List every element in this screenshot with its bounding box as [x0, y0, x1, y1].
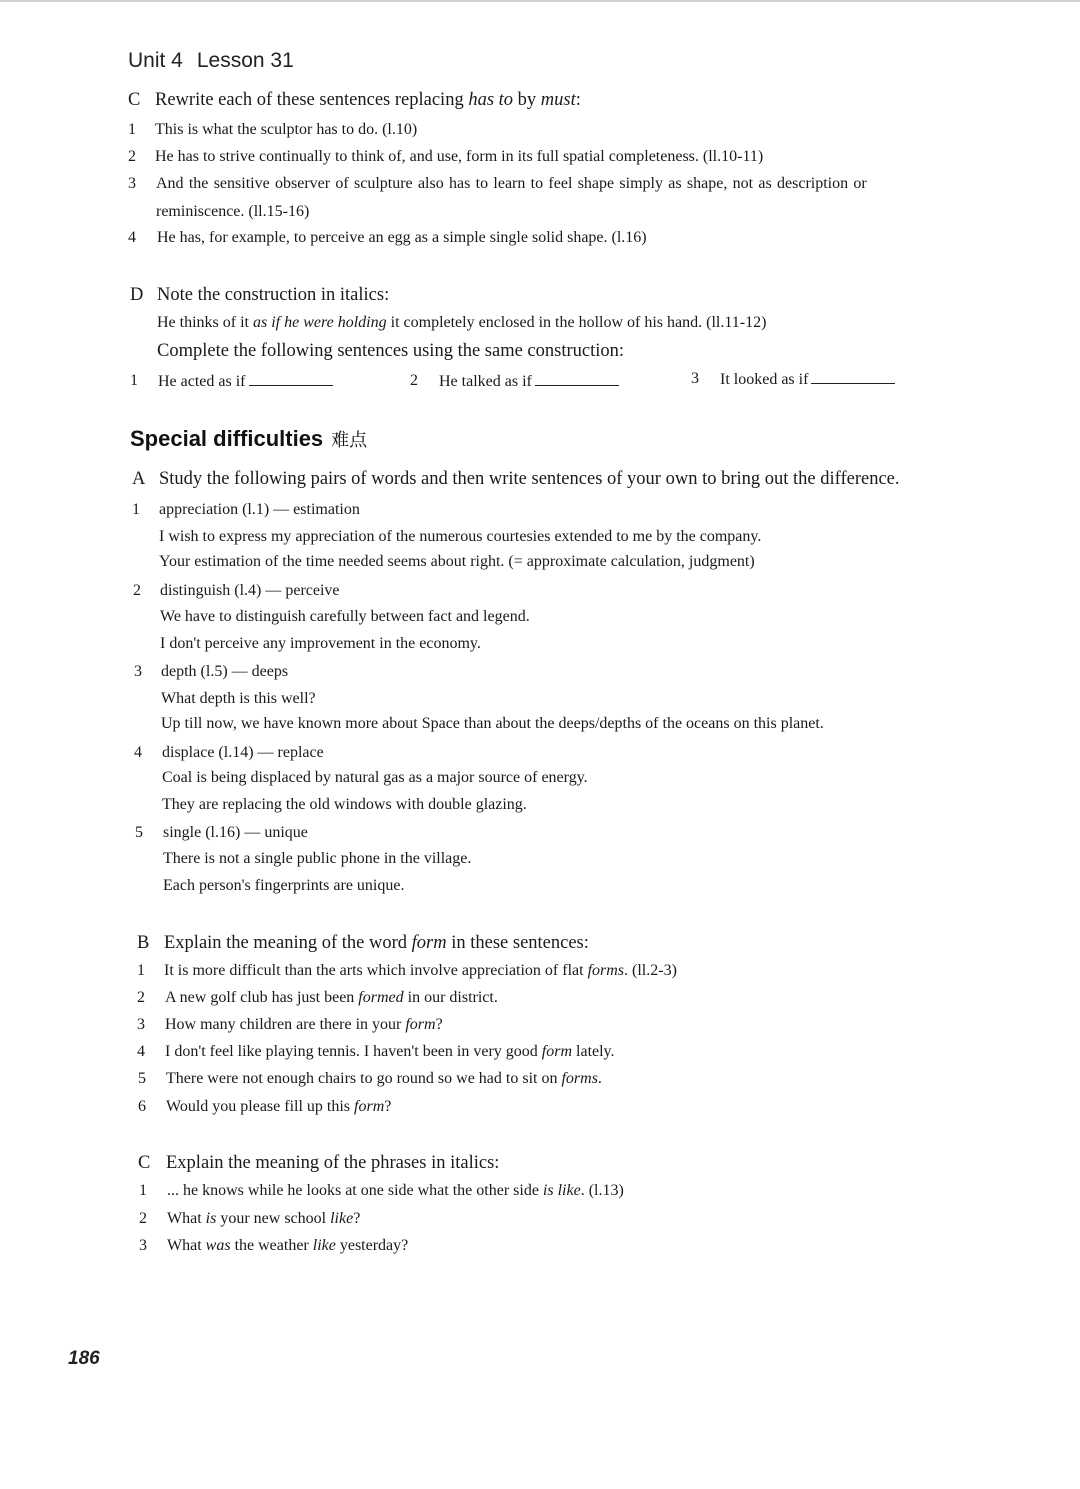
lesson-label: Lesson 31: [196, 49, 294, 72]
example-sentence: What depth is this well?: [161, 690, 316, 707]
exercise-d-example: He thinks of it as if he were holding it completely enclosed in the hollow of his hand. (ll.11-12): [157, 314, 767, 331]
example-sentence: There is not a single public phone in the village.: [163, 850, 472, 867]
exercise-c-item-continued: reminiscence. (ll.15-16): [156, 203, 310, 220]
example-sentence: Your estimation of the time needed seems about right. (= approximate calculation, judgment): [159, 553, 755, 570]
unit-label: Unit 4: [128, 49, 183, 72]
answer-blank[interactable]: [535, 371, 619, 386]
answer-blank[interactable]: [249, 371, 333, 386]
exercise-d-instruction2: Complete the following sentences using the same construction:: [157, 341, 625, 361]
example-sentence: We have to distinguish carefully between fact and legend.: [160, 608, 530, 625]
example-sentence: I wish to express my appreciation of the numerous courtesies extended to me by the company.: [159, 528, 762, 545]
example-sentence: Up till now, we have known more about Space than about the deeps/depths of the oceans on this planet.: [161, 715, 824, 732]
page-number: 186: [68, 1348, 100, 1369]
answer-blank[interactable]: [811, 369, 895, 384]
example-sentence: Coal is being displaced by natural gas as a major source of energy.: [162, 769, 588, 786]
example-sentence: They are replacing the old windows with double glazing.: [162, 796, 527, 813]
textbook-page: Unit 4 Lesson 31 C Rewrite each of these sentences replacing has to by must: 1 This is what the sculptor has to do. (l.10) 2 He has to strive continually to think of, and use, form in its full spatial completeness. (ll.10-11) 3 And the sensitive observer of sculpture also has to learn to feel shape simply as shape, not as description or reminiscence. (ll.15-16) 4 He has, for example, to perceive an egg as a simple single solid shape. (l.16) D Note the construction in italics: He thinks of it as if he were holding it completely enclosed in the hollow of his hand. (ll.11-12) Complete the following sentences using the same construction: 1 He acted as if 2 He talked as if 3 It looked as if Special difficulties 难点 A Study the following pairs of words and then write sentences of your own to bring out the difference. 1 appreciation (l.1) — estimation I wish to express my appreciation of the numerous courtesies extended to me by the company. Your estimation of the time needed seems about right. (= approximate calculation, judgment) 2 distinguish (l.4) — perceive We have to distinguish carefully between fact and legend. I don't perceive any improvement in the economy. 3 depth (l.5) — deeps What depth is this well? Up till now, we have known more about Space than about the deeps/depths of the oceans on this planet. 4 displace (l.14) — replace Coal is being displaced by natural gas as a major source of energy. They are replacing the old windows with double glazing. 5 single (l.16) — unique There is not a single public phone in the village. Each person's fingerprints are unique. B Explain the meaning of the word form in these sentences: 1 It is more difficult than the arts which involve appreciation of flat forms. (ll.2-3) 2 A new golf club has just been formed in our district. 3 How many children are there in your form? 4 I don't feel like playing tennis. I haven't been in very good form lately. 5 There were not enough chairs to go round so we had to sit on forms. 6 Would you please fill up this form? C Explain the meaning of the phrases in italics: 1 ... he knows while he looks at one side what the other side is like. (l.13) 2 What is your new school like? 3 What was the weather like yesterday? 186: [68, 49, 900, 1369]
example-sentence: Each person's fingerprints are unique.: [163, 877, 405, 894]
page-header: [128, 49, 294, 73]
example-sentence: I don't perceive any improvement in the economy.: [160, 635, 481, 652]
section-title-chinese: 难点: [331, 430, 368, 451]
section-title: Special difficulties 难点: [130, 426, 368, 451]
